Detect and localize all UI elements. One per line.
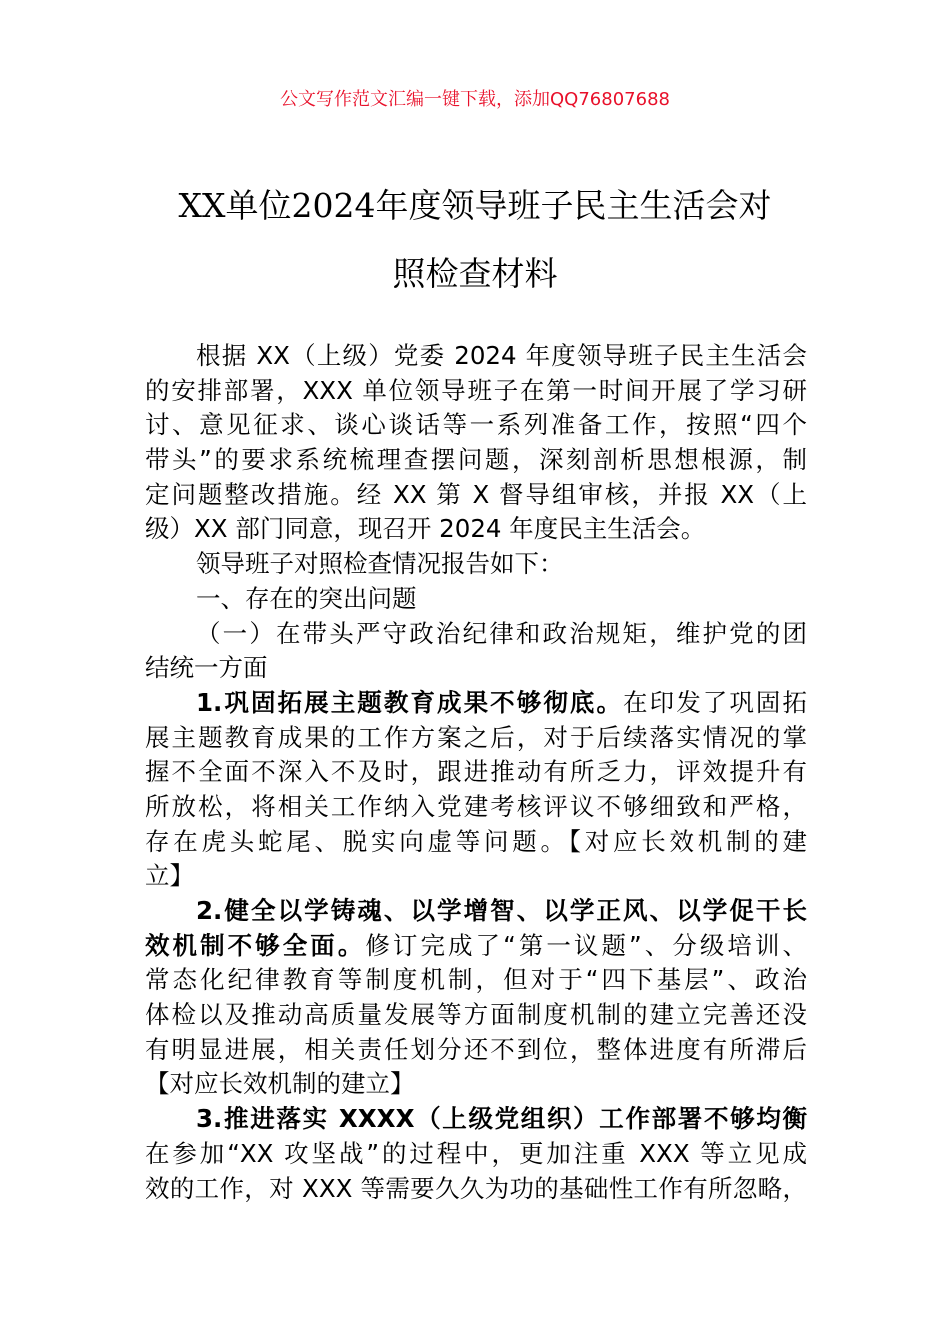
text-line — [145, 825, 807, 860]
text-line — [145, 1102, 807, 1137]
bold-heading: 1.巩固拓展主题教育成果不够彻底。 — [196, 687, 624, 717]
line-text: 常态化纪律教育等制度机制，但对于“四下基层”、政治 — [145, 965, 807, 995]
text-line — [145, 582, 807, 617]
line-text: 修订完成了“第一议题”、分级培训、 — [365, 930, 807, 960]
line-text: 领导班子对照检查情况报告如下： — [196, 549, 564, 579]
line-text: 握不全面不深入不及时，跟进推动有所乏力，评效提升有 — [145, 757, 807, 787]
line-text: 结统一方面 — [145, 653, 268, 683]
text-line — [145, 617, 807, 652]
text-line — [145, 478, 807, 513]
text-line — [145, 998, 807, 1033]
text-line — [145, 1137, 807, 1172]
text-line — [145, 1067, 807, 1102]
document-body — [145, 339, 807, 1206]
text-line — [145, 1033, 807, 1068]
line-text: 在参加“XX 攻坚战”的过程中，更加注重 XXX 等立见成 — [145, 1138, 807, 1168]
document-title-line-1: XX单位2024年度领导班子民主生活会对 — [178, 186, 772, 225]
text-line — [145, 512, 807, 547]
text-line — [145, 339, 807, 374]
line-text: 【对应长效机制的建立】 — [145, 1069, 415, 1099]
text-line — [145, 651, 807, 686]
line-text: 展主题教育成果的工作方案之后，对于后续落实情况的掌 — [145, 722, 807, 752]
line-text: 所放松，将相关工作纳入党建考核评议不够细致和严格， — [145, 791, 807, 821]
text-line — [145, 443, 807, 478]
line-text: （一）在带头严守政治纪律和政治规矩，维护党的团 — [196, 618, 807, 648]
line-text: 定问题整改措施。经 XX 第 X 督导组审核，并报 XX（上 — [145, 479, 807, 509]
text-line — [145, 686, 807, 721]
line-text: 效的工作，对 XXX 等需要久久为功的基础性工作有所忽略， — [145, 1173, 807, 1203]
text-line — [145, 408, 807, 443]
line-text: 立】 — [145, 861, 194, 891]
line-text: 在印发了巩固拓 — [623, 687, 807, 717]
download-banner: 公文写作范文汇编一键下载，添加QQ76807688 — [280, 89, 670, 110]
text-line — [145, 894, 807, 929]
line-text: 存在虎头蛇尾、脱实向虚等问题。【对应长效机制的建 — [145, 826, 807, 856]
line-text: 讨、意见征求、谈心谈话等一系列准备工作，按照“四个 — [145, 410, 807, 440]
bold-heading: 3.推进落实 XXXX（上级党组织）工作部署不够均衡 — [196, 1104, 807, 1134]
text-line — [145, 859, 807, 894]
line-text: 有明显进展，相关责任划分还不到位，整体进度有所滞后 — [145, 1034, 807, 1064]
text-line — [145, 755, 807, 790]
text-line — [145, 374, 807, 409]
line-text: 级）XX 部门同意，现召开 2024 年度民主生活会。 — [145, 514, 706, 544]
text-line — [145, 929, 807, 964]
line-text: 带头”的要求系统梳理查摆问题，深刻剖析思想根源，制 — [145, 445, 807, 475]
text-line — [145, 547, 807, 582]
bold-heading: 2.健全以学铸魂、以学增智、以学正风、以学促干长 — [196, 896, 807, 925]
line-text: 的安排部署，XXX 单位领导班子在第一时间开展了学习研 — [145, 375, 807, 405]
line-text: 根据 XX（上级）党委 2024 年度领导班子民主生活会 — [196, 341, 807, 370]
document-title-line-2: 照检查材料 — [392, 254, 558, 293]
text-line — [145, 790, 807, 825]
text-line — [145, 1172, 807, 1207]
line-text: 体检以及推动高质量发展等方面制度机制的建立完善还没 — [145, 1000, 807, 1030]
line-text: 一、存在的突出问题 — [196, 583, 417, 613]
text-line — [145, 721, 807, 756]
text-line — [145, 963, 807, 998]
bold-heading: 效机制不够全面。 — [145, 930, 366, 960]
